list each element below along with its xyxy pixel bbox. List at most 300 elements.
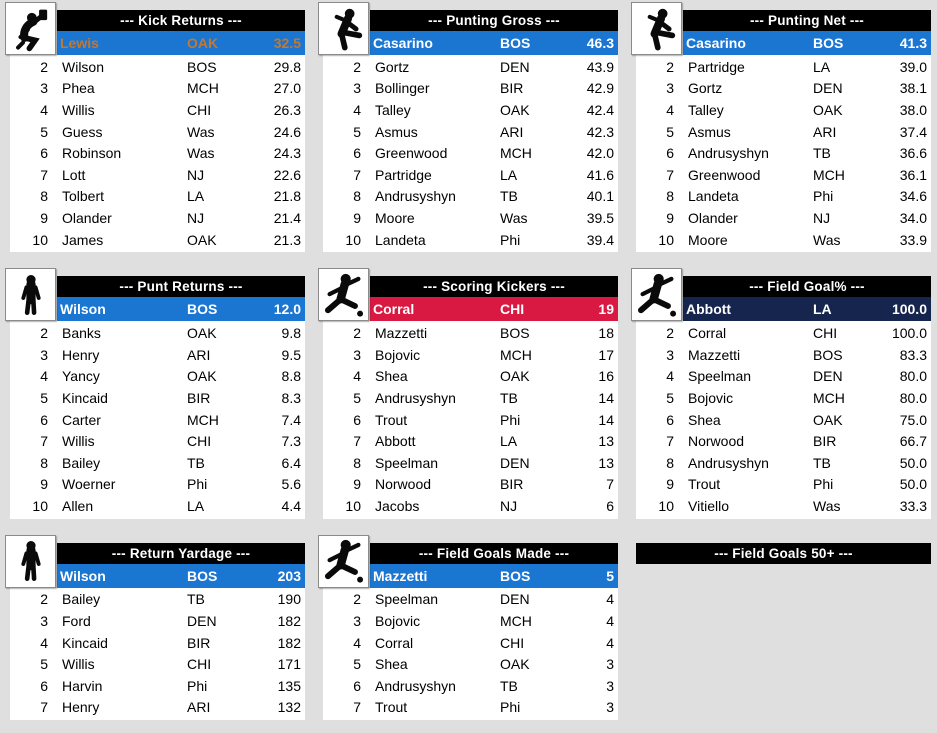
value-cell: 5.6 [281, 476, 301, 493]
name-cell: Bojovic [375, 613, 421, 630]
leader-team: BOS [813, 35, 844, 51]
leader-team: OAK [187, 35, 219, 51]
value-cell: 75.0 [899, 411, 927, 428]
name-cell: Banks [62, 325, 101, 342]
rank-cell: 5 [666, 389, 674, 406]
value-cell: 4.4 [281, 497, 301, 514]
value-cell: 36.1 [899, 166, 927, 183]
value-cell: 50.0 [899, 454, 927, 471]
team-cell: LA [813, 58, 831, 75]
leader-name: Casarino [373, 35, 433, 51]
panel-title: --- Scoring Kickers --- [423, 279, 565, 295]
name-cell: Trout [688, 476, 721, 493]
name-cell: Phea [62, 80, 95, 97]
team-cell: TB [187, 454, 205, 471]
team-cell: NJ [813, 209, 831, 226]
value-cell: 66.7 [899, 433, 927, 450]
team-cell: ARI [500, 123, 524, 140]
panel-header [370, 10, 618, 31]
panel-punt-returns [5, 268, 305, 518]
value-cell: 7 [606, 476, 614, 493]
leader-value: 19 [598, 301, 614, 318]
leader-name: Casarino [686, 35, 746, 51]
rank-cell: 4 [353, 368, 361, 385]
name-cell: Vitiello [688, 497, 729, 514]
team-cell: CHI [187, 656, 212, 673]
table-row [636, 78, 931, 100]
name-cell: Henry [62, 346, 100, 363]
team-cell: OAK [500, 368, 530, 385]
leader-team: CHI [500, 301, 525, 318]
value-cell: 42.3 [586, 123, 614, 140]
table-row [10, 409, 305, 431]
team-cell: CHI [813, 325, 838, 342]
table-row [323, 99, 618, 121]
table-row [323, 387, 618, 409]
rank-cell: 8 [666, 188, 674, 205]
punt-returner-icon [5, 268, 56, 321]
value-cell: 24.3 [273, 145, 301, 162]
name-cell: Abbott [375, 433, 416, 450]
value-cell: 33.3 [899, 497, 927, 514]
rank-cell: 5 [666, 123, 674, 140]
rank-cell: 7 [353, 166, 361, 183]
table-row [10, 78, 305, 100]
team-cell: Was [187, 123, 215, 140]
name-cell: Kincaid [62, 634, 108, 651]
table-row [323, 430, 618, 452]
name-cell: Mazzetti [688, 346, 741, 363]
value-cell: 14 [598, 389, 614, 406]
rank-cell: 10 [345, 231, 361, 248]
team-cell: OAK [500, 101, 530, 118]
table-row [10, 99, 305, 121]
rank-cell: 7 [666, 166, 674, 183]
team-cell: CHI [500, 634, 525, 651]
name-cell: Yancy [62, 368, 100, 385]
panel-title: --- Punting Gross --- [428, 13, 560, 28]
value-cell: 27.0 [273, 80, 301, 97]
leader-value: 203 [277, 567, 301, 584]
value-cell: 9.8 [281, 325, 301, 342]
rank-cell: 6 [353, 145, 361, 162]
leader-row [683, 31, 931, 55]
name-cell: Tolbert [62, 188, 105, 205]
team-cell: Phi [500, 699, 521, 716]
rank-cell: 4 [40, 634, 48, 651]
rank-cell: 10 [658, 231, 674, 248]
kick-returner-icon [5, 2, 56, 55]
panel-field-goals-50-plus [631, 535, 931, 564]
stat-table [323, 588, 618, 721]
panel-title: --- Kick Returns --- [120, 13, 242, 28]
team-cell: OAK [187, 368, 217, 385]
name-cell: Partridge [688, 58, 745, 75]
name-cell: Corral [375, 634, 414, 651]
name-cell: Moore [375, 209, 415, 226]
team-cell: NJ [500, 497, 518, 514]
rank-cell: 4 [40, 368, 48, 385]
rank-cell: 8 [666, 454, 674, 471]
value-cell: 50.0 [899, 476, 927, 493]
value-cell: 6 [606, 497, 614, 514]
rank-cell: 6 [353, 411, 361, 428]
team-cell: DEN [813, 368, 843, 385]
team-cell: MCH [500, 145, 532, 162]
team-cell: TB [500, 389, 518, 406]
team-cell: Phi [500, 231, 521, 248]
value-cell: 22.6 [273, 166, 301, 183]
rank-cell: 3 [353, 80, 361, 97]
team-cell: MCH [187, 411, 219, 428]
name-cell: Mazzetti [375, 325, 428, 342]
panel-scoring-kickers [318, 268, 618, 518]
value-cell: 38.1 [899, 80, 927, 97]
value-cell: 21.4 [273, 209, 301, 226]
table-row [323, 474, 618, 496]
value-cell: 17 [598, 346, 614, 363]
team-cell: MCH [500, 613, 532, 630]
team-cell: BIR [813, 433, 837, 450]
table-row [636, 366, 931, 388]
rank-cell: 7 [353, 433, 361, 450]
name-cell: Landeta [375, 231, 426, 248]
team-cell: BOS [813, 346, 843, 363]
table-row [636, 56, 931, 78]
kicker-icon [318, 268, 369, 321]
name-cell: Andrusyshyn [375, 188, 456, 205]
team-cell: LA [500, 166, 518, 183]
team-cell: DEN [500, 454, 530, 471]
name-cell: Greenwood [375, 145, 448, 162]
name-cell: Talley [688, 101, 724, 118]
name-cell: Andrusyshyn [688, 145, 769, 162]
name-cell: Norwood [688, 433, 745, 450]
table-row [636, 409, 931, 431]
leader-team: BOS [500, 567, 531, 584]
team-cell: TB [500, 188, 518, 205]
kicker-icon [318, 535, 369, 588]
value-cell: 42.4 [586, 101, 614, 118]
value-cell: 8.8 [281, 368, 301, 385]
rank-cell: 4 [666, 368, 674, 385]
name-cell: Andrusyshyn [375, 677, 456, 694]
leader-team: BOS [187, 567, 218, 584]
name-cell: Allen [62, 497, 94, 514]
value-cell: 132 [277, 699, 301, 716]
rank-cell: 5 [40, 123, 48, 140]
rank-cell: 7 [40, 699, 48, 716]
rank-cell: 8 [40, 454, 48, 471]
value-cell: 4 [606, 634, 614, 651]
team-cell: LA [500, 433, 518, 450]
leader-row [370, 564, 618, 588]
table-row [323, 495, 618, 517]
leader-value: 32.5 [273, 35, 301, 51]
rank-cell: 6 [666, 145, 674, 162]
team-cell: ARI [813, 123, 837, 140]
value-cell: 42.9 [586, 80, 614, 97]
value-cell: 36.6 [899, 145, 927, 162]
table-row [10, 589, 305, 611]
name-cell: Woerner [62, 476, 116, 493]
leader-row [370, 31, 618, 55]
leader-team: BOS [500, 35, 531, 51]
table-row [10, 387, 305, 409]
rank-cell: 8 [353, 454, 361, 471]
table-row [636, 164, 931, 186]
rank-cell: 3 [666, 346, 674, 363]
value-cell: 182 [277, 634, 301, 651]
name-cell: Landeta [688, 188, 739, 205]
value-cell: 34.6 [899, 188, 927, 205]
team-cell: OAK [500, 656, 530, 673]
team-cell: BIR [500, 476, 524, 493]
name-cell: Speelman [375, 591, 439, 608]
table-row [10, 164, 305, 186]
team-cell: DEN [500, 591, 530, 608]
name-cell: Partridge [375, 166, 432, 183]
name-cell: Willis [62, 656, 95, 673]
value-cell: 14 [598, 411, 614, 428]
panel-header [683, 10, 931, 31]
name-cell: Corral [688, 325, 727, 342]
panel-header [370, 543, 618, 564]
panel-punting-net [631, 2, 931, 252]
team-cell: Phi [187, 476, 208, 493]
name-cell: Carter [62, 411, 101, 428]
rank-cell: 6 [40, 411, 48, 428]
name-cell: Willis [62, 101, 95, 118]
value-cell: 29.8 [273, 58, 301, 75]
value-cell: 9.5 [281, 346, 301, 363]
rank-cell: 8 [40, 188, 48, 205]
team-cell: Was [500, 209, 528, 226]
rank-cell: 9 [353, 476, 361, 493]
value-cell: 4 [606, 613, 614, 630]
value-cell: 83.3 [899, 346, 927, 363]
team-cell: DEN [500, 58, 530, 75]
value-cell: 7.4 [281, 411, 301, 428]
name-cell: Olander [62, 209, 112, 226]
name-cell: Shea [375, 368, 408, 385]
name-cell: Speelman [375, 454, 439, 471]
rank-cell: 4 [666, 101, 674, 118]
name-cell: Robinson [62, 145, 122, 162]
punt-returner-icon [5, 535, 56, 588]
table-row [323, 632, 618, 654]
value-cell: 18 [598, 325, 614, 342]
rank-cell: 3 [40, 80, 48, 97]
team-cell: MCH [187, 80, 219, 97]
name-cell: Bailey [62, 454, 101, 471]
name-cell: Guess [62, 123, 103, 140]
stat-table [323, 55, 618, 252]
leader-value: 5 [606, 567, 614, 584]
table-row [323, 229, 618, 251]
panel-header [57, 10, 305, 31]
rank-cell: 2 [353, 591, 361, 608]
leader-name: Corral [373, 301, 415, 318]
value-cell: 34.0 [899, 209, 927, 226]
rank-cell: 10 [345, 497, 361, 514]
leader-row [57, 31, 305, 55]
team-cell: TB [500, 677, 518, 694]
rank-cell: 4 [353, 634, 361, 651]
team-cell: BIR [500, 80, 524, 97]
table-row [10, 186, 305, 208]
rank-cell: 9 [40, 209, 48, 226]
team-cell: ARI [187, 346, 211, 363]
table-row [323, 344, 618, 366]
value-cell: 100.0 [891, 325, 927, 342]
panel-punting-gross [318, 2, 618, 252]
rank-cell: 6 [666, 411, 674, 428]
rank-cell: 4 [40, 101, 48, 118]
name-cell: Gortz [688, 80, 723, 97]
name-cell: Shea [375, 656, 408, 673]
stat-table [10, 55, 305, 252]
table-row [10, 229, 305, 251]
leader-row [370, 297, 618, 321]
value-cell: 38.0 [899, 101, 927, 118]
panel-title: --- Punting Net --- [749, 13, 864, 28]
table-row [636, 430, 931, 452]
rank-cell: 5 [40, 389, 48, 406]
name-cell: Shea [688, 411, 721, 428]
value-cell: 80.0 [899, 368, 927, 385]
leader-team: BOS [187, 301, 218, 318]
name-cell: Bojovic [688, 389, 734, 406]
name-cell: Asmus [375, 123, 418, 140]
rank-cell: 5 [353, 389, 361, 406]
team-cell: CHI [187, 101, 212, 118]
table-row [636, 186, 931, 208]
rank-cell: 3 [353, 346, 361, 363]
table-row [323, 322, 618, 344]
name-cell: Greenwood [688, 166, 761, 183]
panel-title: --- Punt Returns --- [119, 279, 243, 295]
team-cell: OAK [187, 325, 217, 342]
team-cell: NJ [187, 166, 205, 183]
rank-cell: 2 [666, 58, 674, 75]
rank-cell: 3 [353, 613, 361, 630]
team-cell: Phi [500, 411, 521, 428]
rank-cell: 3 [666, 80, 674, 97]
value-cell: 135 [277, 677, 301, 694]
value-cell: 21.3 [273, 231, 301, 248]
table-row [323, 610, 618, 632]
rank-cell: 5 [353, 123, 361, 140]
name-cell: Moore [688, 231, 728, 248]
name-cell: Kincaid [62, 389, 108, 406]
team-cell: ARI [187, 699, 211, 716]
team-cell: MCH [813, 166, 845, 183]
table-row [10, 207, 305, 229]
value-cell: 40.1 [586, 188, 614, 205]
rank-cell: 7 [40, 433, 48, 450]
value-cell: 21.8 [273, 188, 301, 205]
value-cell: 41.6 [586, 166, 614, 183]
value-cell: 39.0 [899, 58, 927, 75]
punter-icon [318, 2, 369, 55]
rank-cell: 10 [32, 497, 48, 514]
name-cell: Bojovic [375, 346, 421, 363]
stat-table [323, 321, 618, 518]
table-row [10, 322, 305, 344]
panel-field-goals-made [318, 535, 618, 721]
panel-title: --- Field Goals Made --- [418, 545, 570, 561]
name-cell: Andrusyshyn [688, 454, 769, 471]
rank-cell: 9 [666, 476, 674, 493]
team-cell: OAK [813, 411, 843, 428]
rank-cell: 7 [40, 166, 48, 183]
table-row [323, 697, 618, 719]
rank-cell: 9 [353, 209, 361, 226]
panel-return-yardage [5, 535, 305, 721]
rank-cell: 2 [666, 325, 674, 342]
name-cell: Olander [688, 209, 738, 226]
leader-row [57, 564, 305, 588]
value-cell: 16 [598, 368, 614, 385]
name-cell: Henry [62, 699, 100, 716]
leader-value: 41.3 [899, 35, 927, 51]
team-cell: LA [187, 188, 205, 205]
name-cell: Talley [375, 101, 411, 118]
leader-name: Mazzetti [373, 567, 428, 584]
value-cell: 37.4 [899, 123, 927, 140]
value-cell: 8.3 [281, 389, 301, 406]
table-row [636, 142, 931, 164]
leader-name: Wilson [60, 567, 106, 584]
rank-cell: 2 [40, 58, 48, 75]
rank-cell: 10 [658, 497, 674, 514]
rank-cell: 3 [40, 613, 48, 630]
table-row [636, 207, 931, 229]
leader-name: Abbott [686, 301, 732, 318]
value-cell: 171 [277, 656, 301, 673]
value-cell: 3 [606, 677, 614, 694]
panel-title: --- Field Goals 50+ --- [714, 545, 853, 561]
team-cell: BIR [187, 389, 211, 406]
table-row [323, 366, 618, 388]
value-cell: 80.0 [899, 389, 927, 406]
table-row [636, 229, 931, 251]
panel-header [57, 543, 305, 564]
table-row [323, 452, 618, 474]
rank-cell: 7 [666, 433, 674, 450]
rank-cell: 8 [353, 188, 361, 205]
value-cell: 182 [277, 613, 301, 630]
team-cell: LA [187, 497, 205, 514]
table-row [10, 697, 305, 719]
rank-cell: 5 [40, 656, 48, 673]
rank-cell: 2 [353, 58, 361, 75]
stat-table [10, 588, 305, 721]
leader-row [57, 297, 305, 321]
team-cell: DEN [813, 80, 843, 97]
name-cell: Bollinger [375, 80, 430, 97]
panel-header [683, 276, 931, 297]
panel-header [370, 276, 618, 297]
table-row [10, 366, 305, 388]
value-cell: 39.4 [586, 231, 614, 248]
name-cell: Asmus [688, 123, 731, 140]
table-row [10, 675, 305, 697]
value-cell: 3 [606, 656, 614, 673]
table-row [636, 344, 931, 366]
team-cell: Phi [813, 476, 834, 493]
